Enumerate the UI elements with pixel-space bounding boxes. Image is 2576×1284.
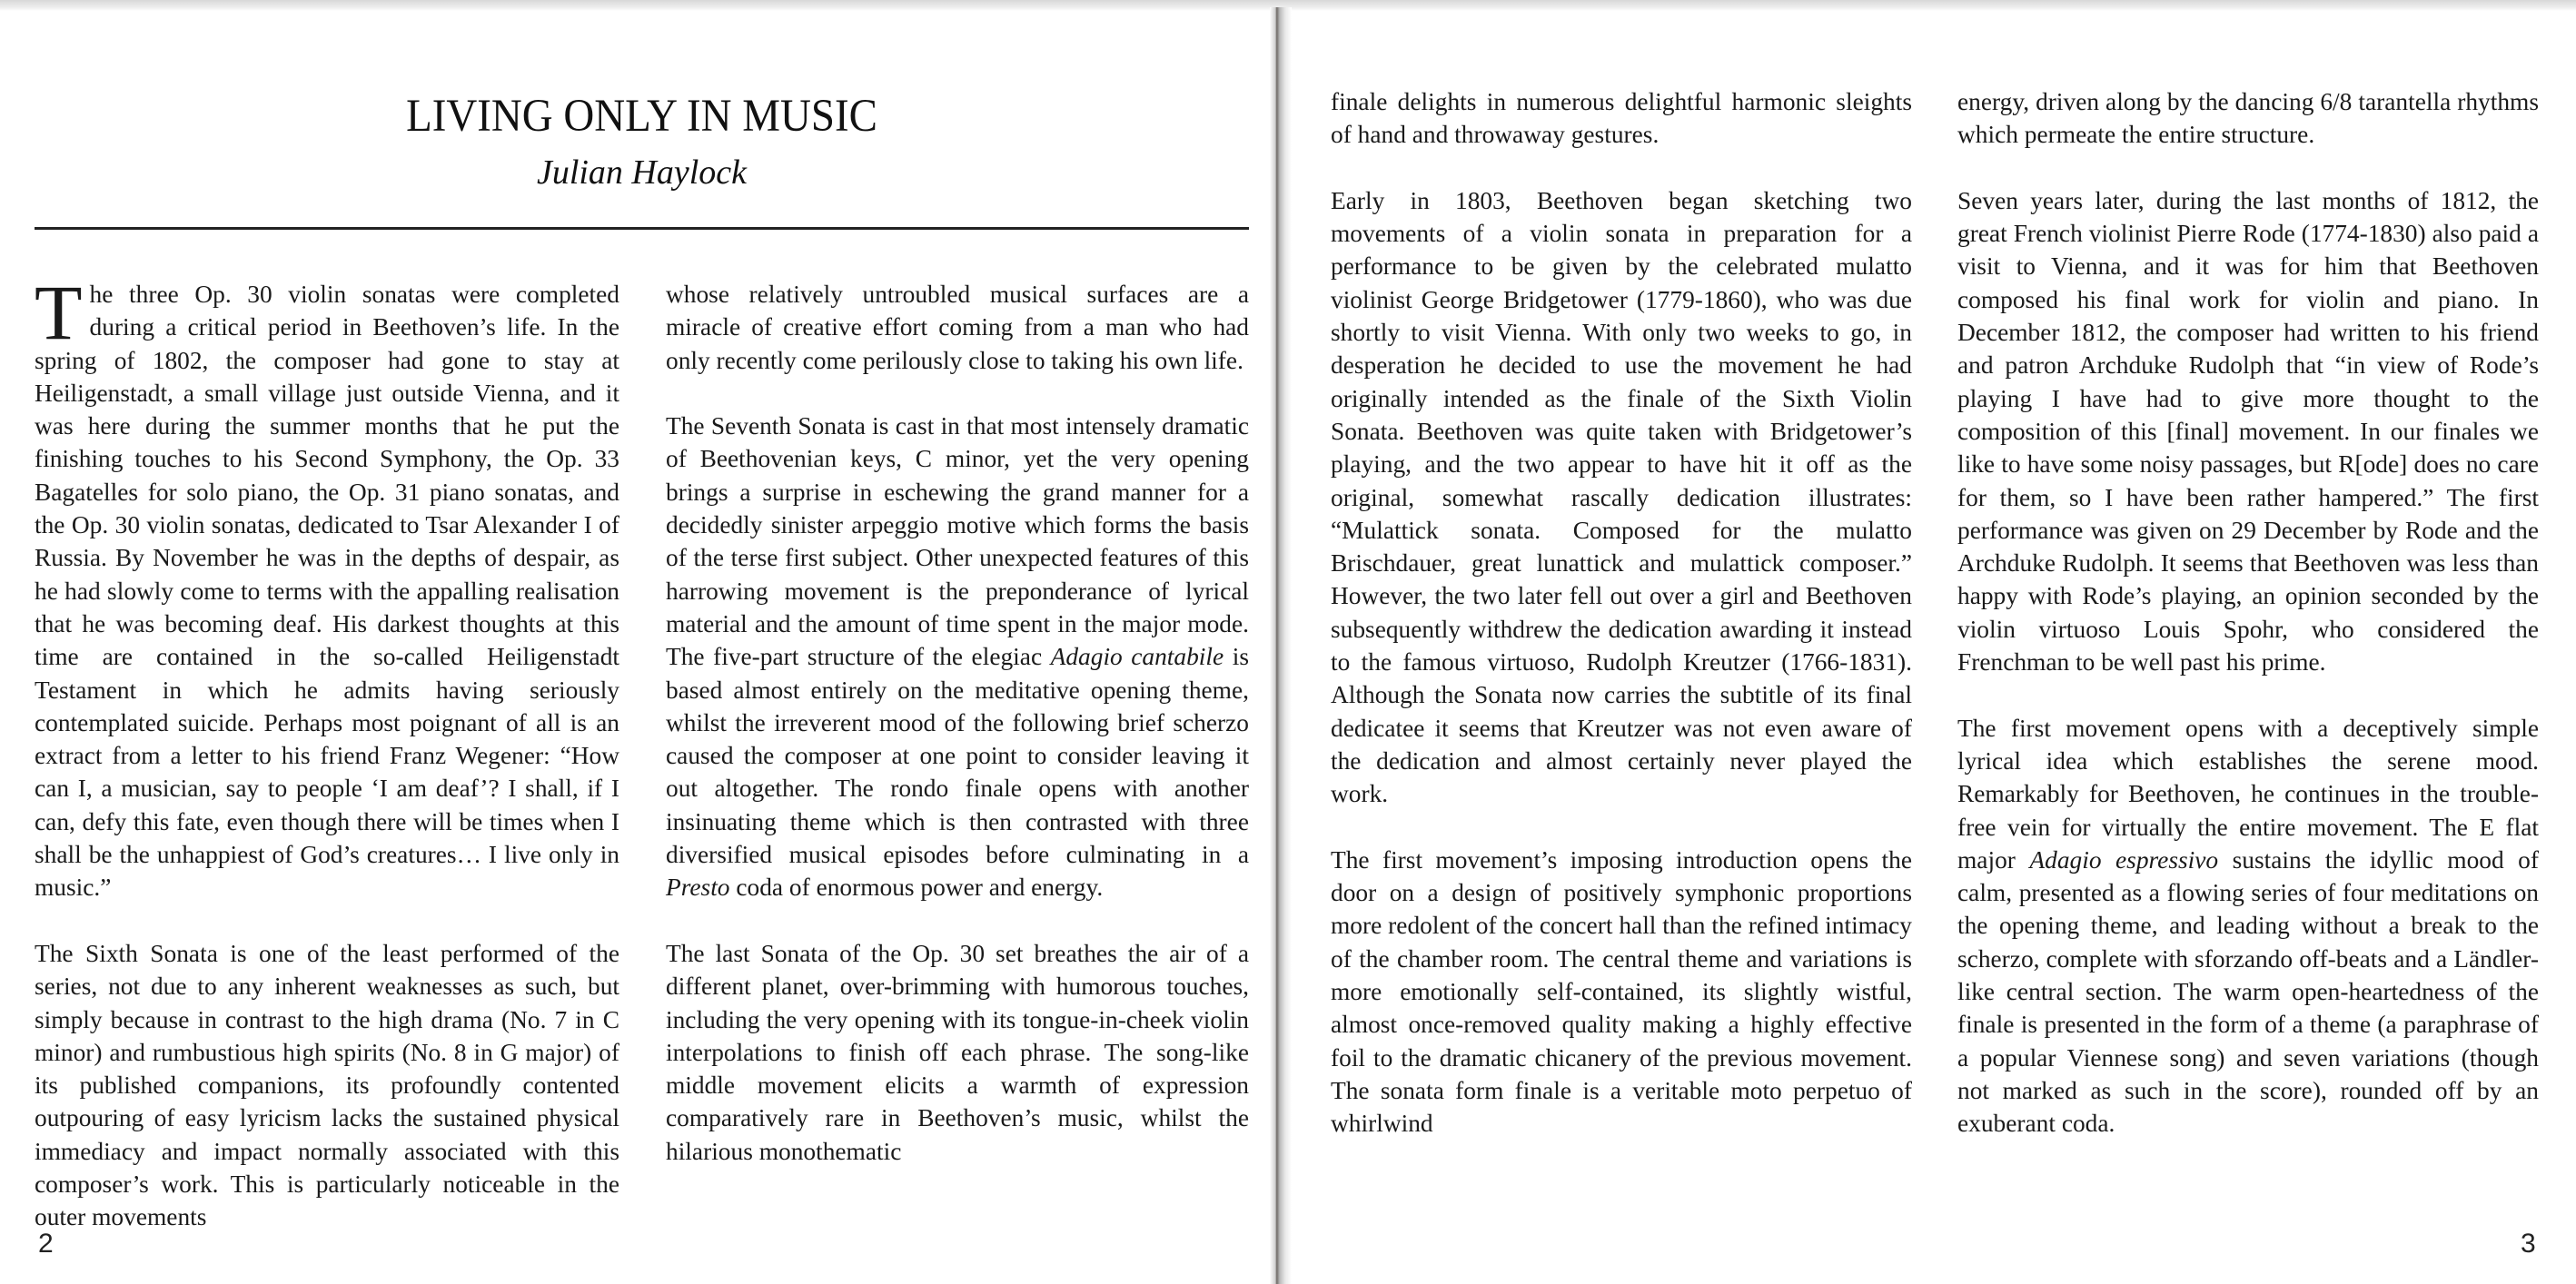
- paragraph-text: coda of enormous power and energy.: [729, 874, 1104, 902]
- paragraph-text: is based almost entirely on the meditative opening theme, whilst the irreverent mood of the following brief scherzo caused the composer at one point to consider leaving it out altogether. The rondo finale opens with another insinuating theme which is then contrasted with three diversified musical episodes before culminating in a: [666, 643, 1249, 869]
- paragraph-text: The Seventh Sonata is cast in that most intensely dramatic of Beethovenian keys, C minor, yet the very opening brings a surprise in eschewing the grand manner for a decidedly sinister arpeggio motive which forms the basis of the terse first subject. Other unexpected features of this harrowing movement is the preponderance of lyrical material and the amount of time spent in the major mode. The five-part structure of the elegiac: [666, 412, 1249, 671]
- paragraph: Early in 1803, Beethoven began sketching two movements of a violin sonata in preparation for a performance to be given by the celebrated mulatto violinist George Bridgetower (1779-1860), who was due shortly to visit Vienna. With only two weeks to go, in desperation he decided to use the movement he had originally intended as the finale of the Sixth Violin Sonata. Beethoven was quite taken with Bridgetower’s playing, and the two appear to have hit it off as the original, somewhat rascally dedication illustrates: “Mulattick sonata. Composed for the mulatto Brischdauer, great lunattick and mulattick composer.” However, the two later fell out over a girl and Beethoven subsequently withdrew the dedication awarding it instead to the famous virtuoso, Rudolph Kreutzer (1766-1831). Although the Sonata now carries the subtitle of its final dedicatee it seems that Kreutzer was not even aware of the dedication and almost certainly never played the work.: [1331, 186, 1912, 808]
- paragraph: energy, driven along by the dancing 6/8 tarantella rhythms which permeate the entire structure.: [1957, 88, 2539, 149]
- paragraph: [35, 269, 619, 904]
- italic-tempo-marking: Presto: [666, 874, 730, 902]
- column-3: [1331, 85, 1912, 1141]
- page-number: 3: [2521, 1229, 2536, 1259]
- paragraph-text: sustains the idyllic mood of calm, presented as a flowing series of four meditations on the opening theme, and leading without a break to the scherzo, complete with sforzando off-beats and a Ländler-like central section. The warm open-heartedness of the finale is presented in the form of a theme (a paraphrase of a popular Viennese song) and seven variations (though not marked as such in the score), rounded off by an exuberant coda.: [1957, 845, 2539, 1138]
- column-1: [35, 269, 619, 1234]
- right-page: [1290, 0, 2576, 1284]
- paragraph: Seven years later, during the last months of 1812, the great French violinist Pierre Rode (1774-1830) also paid a visit to Vienna, and it was for him that Beethoven composed his final work for violin and piano. In December 1812, the composer had written to his friend and patron Archduke Rudolph that “in view of Rode’s playing I have had to give more thought to the composition of this [final] movement. In our finales we like to have some noisy passages, but R[ode] does no care for them, so I have been rather hampered.” The first performance was given on 29 December by Rode and the Archduke Rudolph. It seems that Beethoven was less than happy with Rode’s playing, an opinion seconded by the violin virtuoso Louis Spohr, who considered the Frenchman to be well past his prime.: [1957, 186, 2539, 677]
- column-2: [666, 278, 1249, 1168]
- paragraph-text: The first movement opens with a deceptively simple lyrical idea which establishes the serene mood. Remarkably for Beethoven, he continues in the trouble-free vein for virtually the entire movement. The E flat major: [1957, 714, 2539, 874]
- page-number: 2: [38, 1229, 54, 1259]
- book-spine-gutter: [1270, 7, 1292, 1284]
- paragraph: finale delights in numerous delightful harmonic sleights of hand and throwaway gestures.: [1331, 88, 1912, 149]
- paragraph-text: he three Op. 30 violin sonatas were completed during a critical period in Beethoven’s life. In the spring of 1802, the composer had gone to stay at Heiligenstadt, a small village just outside Vienna, and it was here during the summer months that he put the finishing touches to his Second Symphony, the Op. 33 Bagatelles for solo piano, the Op. 31 piano sonatas, and the Op. 30 violin sonatas, dedicated to Tsar Alexander I of Russia. By November he was in the depths of despair, as he had slowly come to terms with the appalling realisation that he was becoming deaf. His darkest thoughts at this time are contained in the so-called Heiligenstadt Testament in which he admits having seriously contemplated suicide. Perhaps most poignant of all is an extract from a letter to his friend Franz Wegener: “How can I, a musician, say to people ‘I am deaf’? I shall, if I can, defy this fate, even though there will be times when I shall be the unhappiest of God’s creatures… I live only in music.”: [35, 281, 619, 902]
- article-title: LIVING ONLY IN MUSIC: [406, 91, 877, 142]
- paragraph: The Sixth Sonata is one of the least performed of the series, not due to any inherent weaknesses as such, but simply because in contrast to the high drama (No. 7 in C minor) and rumbustious high spirits (No. 8 in G major) of its published companions, its profoundly contented outpouring of easy lyricism lacks the sustained physical immediacy and impact normally associated with this composer’s work. This is particularly noticeable in the outer movements: [35, 939, 619, 1231]
- italic-tempo-marking: Adagio espressivo: [2029, 845, 2219, 874]
- paragraph: whose relatively untroubled musical surfaces are a miracle of creative effort coming from a man who had only recently come perilously close to taking his own life.: [666, 281, 1249, 374]
- title-rule-divider: [35, 227, 1249, 230]
- paragraph: The first movement’s imposing introduction opens the door on a design of positively symphonic proportions more redolent of the concert hall than the refined intimacy of the chamber room. The central theme and variations is more emotionally self-contained, its slightly wistful, almost once-removed quality making a highly effective foil to the dramatic chicanery of the previous movement. The sonata form finale is a veritable moto perpetuo of whirlwind: [1331, 845, 1912, 1138]
- article-author: Julian Haylock: [536, 153, 748, 192]
- drop-cap: T: [35, 269, 83, 356]
- paragraph: The last Sonata of the Op. 30 set breathes the air of a different planet, over-brimming with humorous touches, including the very opening with its tongue-in-cheek violin interpolations to finish off each phrase. The song-like middle movement elicits a warmth of expression comparatively rare in Beethoven’s music, whilst the hilarious monothematic: [666, 939, 1249, 1165]
- left-page: [0, 0, 1272, 1284]
- paragraph: [666, 410, 1249, 904]
- paragraph: [1957, 712, 2539, 1141]
- column-4: [1957, 85, 2539, 1141]
- italic-tempo-marking: Adagio cantabile: [1050, 643, 1224, 671]
